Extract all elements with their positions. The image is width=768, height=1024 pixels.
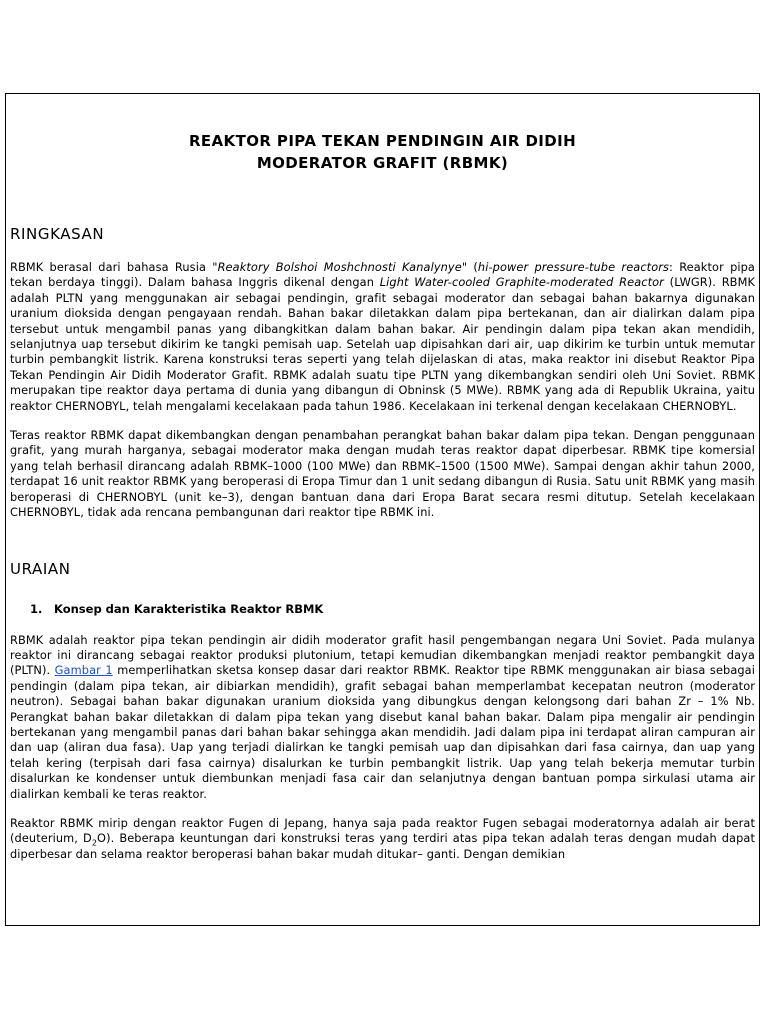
- ringkasan-paragraph-1: [10, 260, 755, 414]
- ringkasan-paragraph-2: Teras reaktor RBMK dapat dikembangkan dengan penambahan perangkat bahan bakar dalam pipa tekan. Dengan penggunaan grafit, yang murah harganya, sebagai moderator maka dengan mudah teras reaktor dapat diperbesar. RBMK tipe komersial yang telah berhasil dirancang adalah RBMK–1000 (100 MWe) dan RBMK–1500 (1500 MWe). Sampai dengan akhir tahun 2000, terdapat 16 unit reaktor RBMK yang beroperasi di Eropa Timur dan 1 unit sedang dibangun di Rusia. Satu unit RBMK yang masih beroperasi di CHERNOBYL (unit ke–3), dengan bantuan dana dari Eropa Barat secara resmi ditutup. Setelah kecelakaan CHERNOBYL, tidak ada rencana pembangunan dari reaktor tipe RBMK ini.: [10, 428, 755, 520]
- text-run: Reaktor RBMK mirip dengan reaktor Fugen di Jepang, hanya saja pada reaktor Fugen sebagai moderatornya adalah air berat (deuterium, D: [10, 815, 755, 846]
- section-subheading: [30, 601, 755, 617]
- section-subheading-text: Konsep dan Karakteristika Reaktor RBMK: [54, 601, 324, 616]
- text-run: RBMK berasal dari bahasa Rusia ": [10, 260, 218, 274]
- title-line-2: MODERATOR GRAFIT (RBMK): [256, 154, 509, 172]
- uraian-paragraph-2: [10, 816, 755, 862]
- document-frame: [5, 93, 760, 926]
- text-run: RBMK adalah reaktor pipa tekan pendingin air didih moderator grafit hasil pengembangan negara Uni Soviet. Pada mulanya reaktor ini dirancang sebagai reaktor produksi plutonium, tetapi kemudian dikembangkan menjadi reaktor pembangkit daya (PLTN).: [10, 632, 755, 678]
- italic-term: hi-power pressure-tube reactors: [477, 260, 670, 274]
- section-number: 1.: [30, 601, 43, 616]
- text-run: : Reaktor pipa tekan berdaya tinggi). Dalam bahasa Inggris dikenal dengan: [10, 260, 755, 290]
- text-run: memperlihatkan sketsa konsep dasar dari reaktor RBMK. Reaktor tipe RBMK menggunakan air biasa sebagai pendingin (dalam pipa tekan, air dibiarkan mendidih), grafit sebagai bahan memperlambat kecepatan neutron (moderator neutron). Sebagai bahan bakar digunakan uranium dioksida yang dibungkus dengan kelongsong dari bahan Zr – 1% Nb. Perangkat bahan bakar diletakkan di dalam pipa tekan yang disebut kanal bahan bakar. Dalam pipa mengalir air pendingin bertekanan yang mengambil panas dari bahan bakar sehingga akan mendidih. Jadi dalam pipa ini terdapat aliran campuran air dan uap (aliran dua fasa). Uap yang terjadi dialirkan ke tangki pemisah uap dan dipisahkan dari fasa cairnya, dan uap yang telah kering (terpisah dari fasa cairnya) disalurkan ke turbin pembangkit listrik. Uap yang telah bekerja memutar turbin disalurkan ke kondenser untuk diembunkan menjadi fasa cair dan selanjutnya dengan bantuan pompa sirkulasi utama air dialirkan kembali ke teras reaktor.: [10, 663, 755, 801]
- italic-term: Light Water-cooled Graphite-moderated Reactor: [379, 275, 664, 290]
- uraian-paragraph-1: [10, 633, 755, 802]
- text-run: O). Beberapa keuntungan dari konstruksi teras yang terdiri atas pipa tekan adalah teras dengan mudah dapat diperbesar dan selama reaktor beroperasi bahan bakar mudah ditukar– ganti. Dengan demikian: [10, 831, 756, 861]
- ringkasan-heading: RINGKASAN: [10, 225, 105, 243]
- figure-link[interactable]: Gambar 1: [54, 663, 113, 678]
- text-run: " (: [461, 260, 478, 274]
- text-run: (LWGR). RBMK adalah PLTN yang menggunakan air sebagai pendingin, grafit sebagai moderator dan sebagai bahan bakarnya digunakan uranium dioksida dengan pengayaan rendah. Bahan bakar diletakkan dalam pipa bertekanan, dan air dialirkan dalam pipa tersebut untuk mengambil panas yang dibangkitkan dalam bahan bakar. Air pendingin dalam pipa tekan akan mendidih, selanjutnya uap tersebut dikirim ke tangki pemisah uap. Setelah uap dipisahkan dari air, uap dikirim ke turbin untuk memutar turbin pembangkit listrik. Karena konstruksi teras seperti yang telah dijelaskan di atas, maka reaktor ini disebut Reaktor Pipa Tekan Pendingin Air Didih Moderator Grafit. RBMK adalah suatu tipe PLTN yang dikembangkan sendiri oleh Uni Soviet. RBMK merupakan tipe reaktor daya pertama di dunia yang dibangun di Obninsk (5 MWe). RBMK yang ada di Republik Ukraina, yaitu reaktor CHERNOBYL, telah mengalami kecelakaan pada tahun 1986. Kecelakaan ini terkenal dengan kecelakaan CHERNOBYL.: [10, 275, 755, 413]
- title-line-1: REAKTOR PIPA TEKAN PENDINGIN AIR DIDIH: [188, 132, 577, 150]
- document-title: [10, 130, 755, 174]
- italic-term: Reaktory Bolshoi Moshchnosti Kanalynye: [217, 260, 462, 274]
- subscript: 2: [91, 838, 98, 848]
- uraian-heading: URAIAN: [10, 559, 71, 578]
